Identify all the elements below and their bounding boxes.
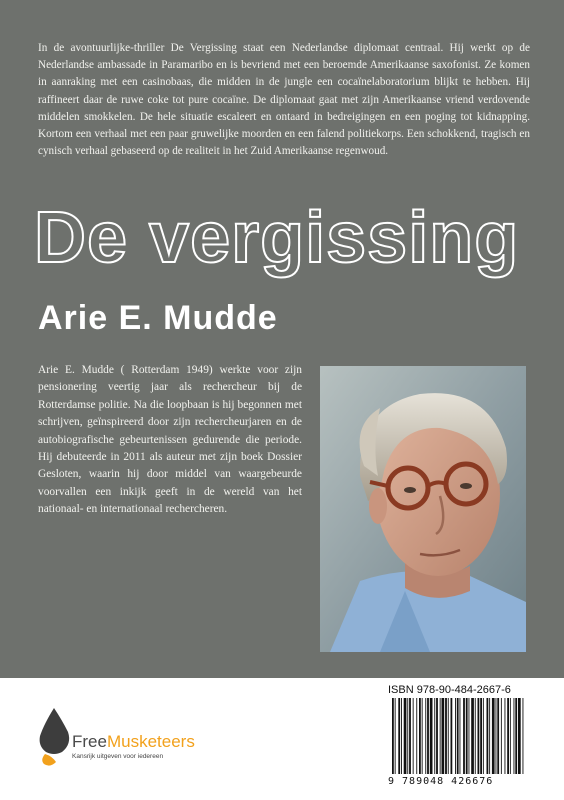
barcode-bar xyxy=(457,698,459,774)
barcode-bar xyxy=(471,698,474,774)
publisher-logo xyxy=(36,706,196,776)
barcode-bar xyxy=(398,698,400,774)
author-bio: Arie E. Mudde ( Rotterdam 1949) werkte voor zijn pensionering veertig jaar als rechercheur bij de Rotterdamse politie. Na die loopbaan is hij begonnen met schrijven, geïnspireerd door zijn rechercheurjaren en de autobiografische gebeurtenissen gedurende die periode. Hij debuteerde in 2011 als auteur met zijn boek Dossier Gesloten, waarin hij door middel van waargebeurde voorvallen een inkijk geeft in de wereld van het nationaal- en internationaal rechercheren. xyxy=(38,364,302,516)
barcode-bar xyxy=(505,698,506,774)
barcode-bar xyxy=(404,698,407,774)
barcode-bar xyxy=(523,698,524,774)
barcode-bar xyxy=(392,698,394,774)
barcode-bar xyxy=(463,698,465,774)
book-blurb: In de avontuurlijke-thriller De Vergissing staat een Nederlandse diplomaat centraal. Hij werkt op de Nederlandse ambassade in Paramaribo en is bevriend met een beroemde Amerikaanse saxofonist. Ze komen in aanraking met een casinobaas, die midden in de jungle een cocaïnelaboratorium blijkt te hebben. Hij raffineert daar de ruwe coke tot pure cocaïne. De diplomaat gaat met zijn Amerikaanse vriend verdovende middelen smokkelen. De hele situatie escaleert en ontaard in bedreigingen en een poging tot kidnapping. Kortom een verhaal met een paar gruwelijke moorden en een falend politiekorps. Een schokkend, tragisch en cynisch verhaal gebaseerd op de realiteit in het Zuid Amerikaanse regenwoud. xyxy=(38,42,530,158)
barcode-bar xyxy=(478,698,480,774)
barcode-bar xyxy=(440,698,441,774)
isbn-barcode xyxy=(388,684,528,792)
barcode-bar xyxy=(427,698,429,774)
barcode-bar xyxy=(401,698,402,774)
barcode-bar xyxy=(496,698,497,774)
barcode-bar xyxy=(510,698,511,774)
barcode-bar xyxy=(434,698,435,774)
barcode-bar xyxy=(518,698,521,774)
barcode-bar xyxy=(422,698,423,774)
barcode-bar xyxy=(416,698,417,774)
barcode-bar xyxy=(425,698,426,774)
barcode-bar xyxy=(469,698,470,774)
barcode-bar xyxy=(407,698,408,774)
barcode-bar xyxy=(451,698,453,774)
barcode-bar xyxy=(442,698,445,774)
barcode-bar xyxy=(487,698,489,774)
barcode-digits: 9 789048 426676 xyxy=(388,776,494,787)
barcode-bar xyxy=(501,698,502,774)
barcode-bar xyxy=(475,698,476,774)
barcode-bar xyxy=(455,698,456,774)
barcode-bar xyxy=(436,698,438,774)
publisher-name-free: Free xyxy=(72,732,107,751)
barcode-bar xyxy=(489,698,490,774)
barcode-bar xyxy=(395,698,396,774)
author-photo-illustration xyxy=(320,366,526,652)
barcode-bar xyxy=(460,698,461,774)
barcode-bar xyxy=(480,698,482,774)
barcode-bar xyxy=(514,698,515,774)
barcode-bar xyxy=(419,698,421,774)
barcode-bar xyxy=(413,698,414,774)
barcode-bar xyxy=(507,698,509,774)
author-name: Arie E. Mudde xyxy=(38,299,278,337)
isbn-label: ISBN 978-90-484-2667-6 xyxy=(388,684,511,696)
barcode-bar xyxy=(515,698,517,774)
barcode-bars xyxy=(388,698,528,776)
barcode-bar xyxy=(409,698,411,774)
barcode-bar xyxy=(448,698,449,774)
barcode-bar xyxy=(445,698,447,774)
book-title: De vergissing xyxy=(34,198,520,278)
author-portrait-icon xyxy=(320,366,526,652)
publisher-tagline: Kansrijk uitgeven voor iedereen xyxy=(72,753,164,760)
barcode-bar xyxy=(466,698,468,774)
barcode-bar xyxy=(430,698,433,774)
barcode-bar xyxy=(497,698,499,774)
speech-drop-logo-icon xyxy=(36,706,72,770)
barcode-bar xyxy=(492,698,495,774)
barcode-bar xyxy=(483,698,484,774)
publisher-name-musketeers: Musketeers xyxy=(106,732,195,751)
